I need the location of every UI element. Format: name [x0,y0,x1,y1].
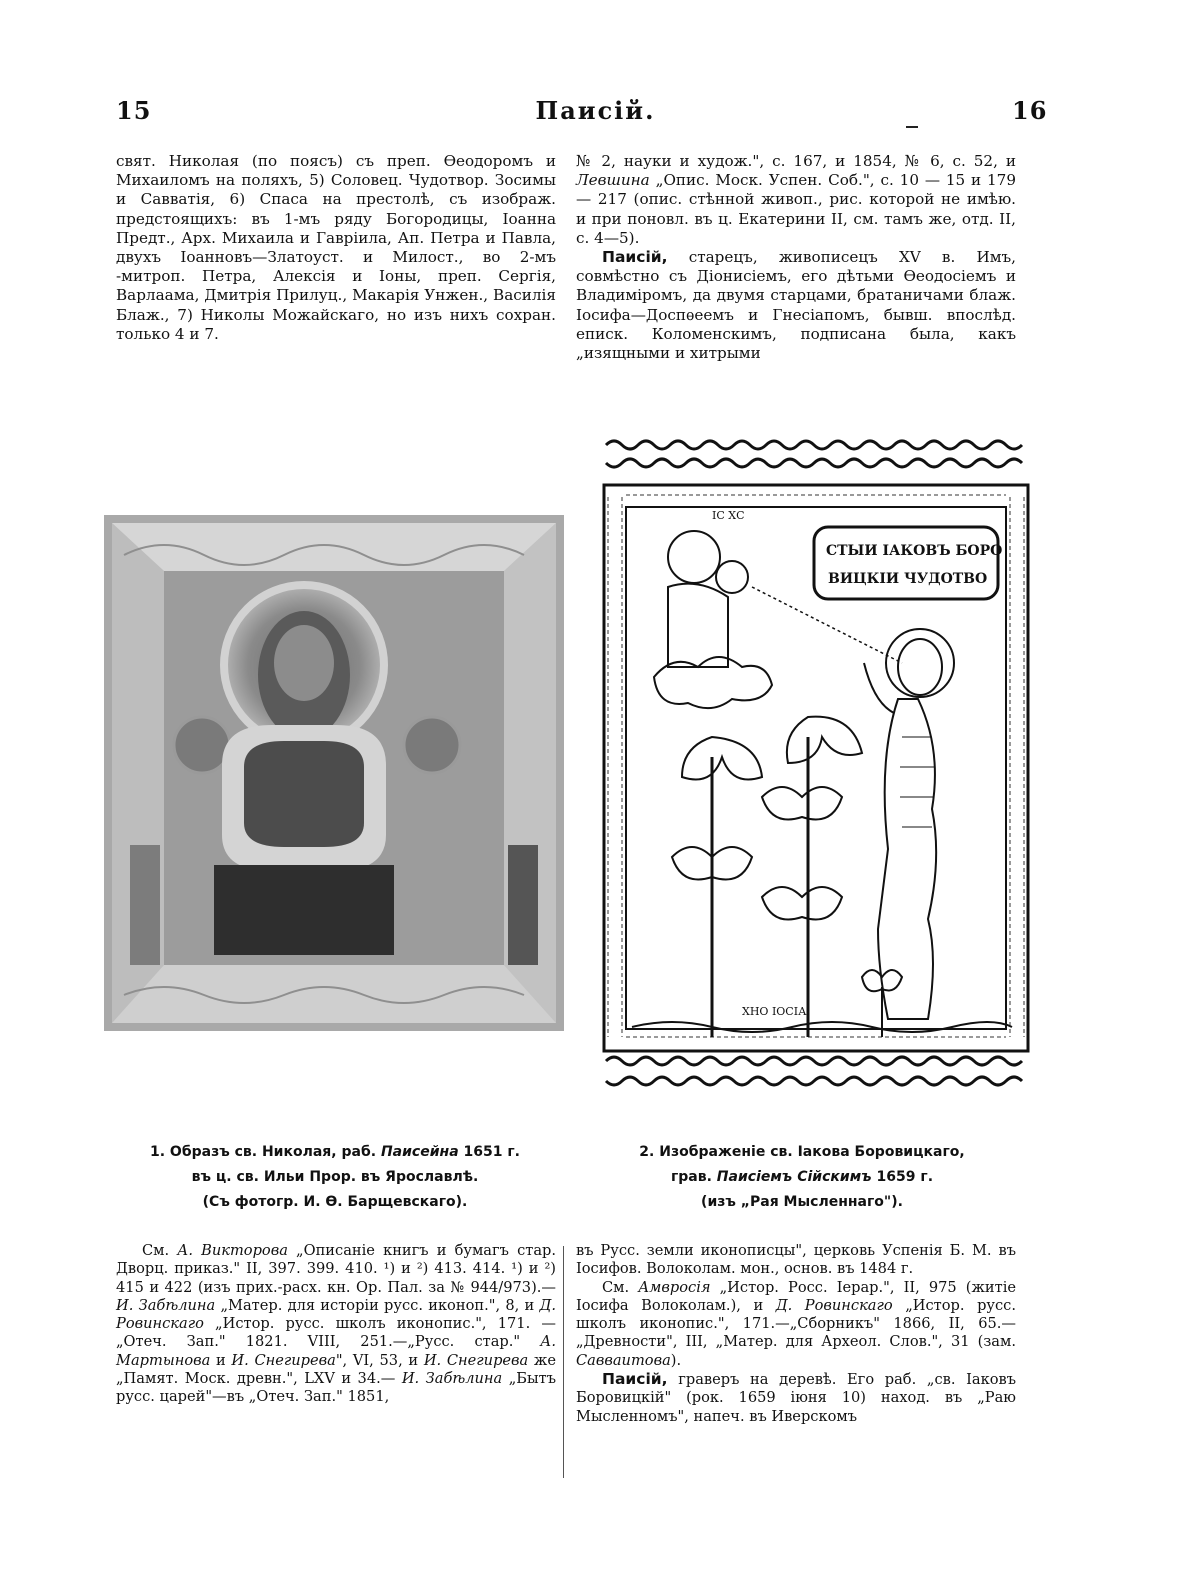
paragraph: въ Русс. земли иконописцы", церковь Успенія Б. М. въ Іосифов. Волоколам. мон., основ. въ 1484 г. [576,1242,1016,1278]
text-run: См. [142,1242,178,1259]
column-left-bottom [116,1242,556,1407]
inscription-banner-line2: ВИЦКІИ ЧУДОТВО [828,571,988,587]
author-name: Д. Ровинскаго [116,1296,556,1333]
bibliography-paragraph [116,1242,556,1407]
author-name: И. Забѣлина [116,1296,216,1314]
text-run: ). [670,1351,682,1369]
entry-headword: Паисій, [602,1370,668,1389]
inscription-ground: ХНО ІОСІА [742,1005,807,1018]
text-run: „Опис. Моск. Успен. Соб.", с. 10 — 15 и 179 — 217 (опис. стѣнной живоп., рис. которой не имѣю. и при поновл. въ ц. Екатерини II, см. тамъ же, отд. II, с. 4—5). [576,171,1016,247]
text-run: старецъ, живописецъ XV в. Имъ, совмѣстно съ Діонисіемъ, его дѣтьми Өеодосіемъ и Владиміромъ, да двумя старцами, братаничами блаж. Іосифа—Доспѳеемъ и Гнесіапомъ, бывш. впослѣд. еписк. Коломенскимъ, подписана была, какъ „изящными и хитрыми [576,248,1016,363]
figure-2-caption [578,1140,1026,1215]
author-name: И. Забѣлина [401,1370,503,1388]
author-name: Д. Ровинскаго [775,1296,893,1314]
text-run: „Истор. русс. школъ иконопис.", 171.—„Сборникъ" 1866, II, 65.—„Древности", III, „Матер. для Археол. Слов.", 31 (зам. [576,1296,1016,1351]
caption-line [578,1165,1026,1190]
text-run: грав. [670,1169,717,1185]
text-run: граверъ на деревѣ. Его раб. „св. Іаковъ Боровицкій" (рок. 1659 іюня 10) наход. въ „Раю Мысленномъ", напеч. въ Иверскомъ [576,1371,1016,1425]
text-run: и [210,1351,232,1369]
author-name: И. Снегирева [423,1351,529,1369]
text-run: 1. Образъ св. Николая, раб. [150,1144,381,1160]
text-run: См. [602,1278,639,1296]
column-right-top [576,152,1016,363]
caption-line: (Съ фотогр. И. Ө. Барщевскаго). [202,1194,468,1210]
page-number-right: 16 [1012,96,1048,125]
header-mark [906,126,918,128]
column-left-top [116,152,556,344]
icon-photograph [104,515,564,1031]
text-run: № 2, науки и худож.", с. 167, и 1854, № 6, с. 52, и [576,152,1016,170]
text-run: „Истор. Росс. Іерар.", II, 975 (житіе Іосифа Волоколам.), и [576,1278,1016,1314]
entry-headword: Паисій, [602,248,668,267]
caption-line [110,1140,560,1165]
artist-name: Паисіемъ Сійскимъ [716,1169,872,1185]
engraving-illustration [602,437,1030,1097]
author-name: Амвросія [638,1278,711,1296]
inscription-christ: ІС ХС [712,509,745,522]
author-name: Левшина [576,171,650,190]
page-number-left: 15 [116,96,152,125]
text-run: ", VI, 53, и [335,1351,424,1369]
text-run: „Бытъ русс. царей"—въ „Отеч. Зап." 1851, [116,1370,556,1406]
text-run: „Описаніе книгъ и бумагъ стар. Дворц. приказ." II, 397. 399. 410. ¹) и ²) 413. 414. ¹) и ²) 415 и 422 (изъ прих.-расх. кн. Ор. Пал. за № 944/973).— [116,1242,556,1296]
author-name: А. Мартынова [116,1333,556,1369]
caption-line: въ ц. св. Ильи Прор. въ Ярославлѣ. [191,1169,479,1185]
author-name: Савваитова [576,1351,671,1369]
author-name: А. Викторова [177,1242,288,1259]
inscription-banner-line1: СТЫИ ІАКОВЪ БОРО [826,543,1003,559]
text-run: „Истор. русс. школъ иконопис.", 171. — „Отеч. Зап." 1821. VIII, 251.—„Русс. стар." [116,1315,556,1351]
artist-name: Паисейна [380,1144,459,1160]
column-divider [563,1246,564,1478]
paragraph [576,152,1016,248]
column-right-bottom [576,1242,1016,1426]
caption-line: 2. Изображеніе св. Іакова Боровицкаго, [639,1144,965,1160]
paragraph [576,1370,1016,1426]
caption-line: (изъ „Рая Мысленнаго"). [701,1194,903,1210]
bibliography-paragraph [576,1279,1016,1370]
text-run: 1659 г. [871,1169,934,1185]
paragraph [576,248,1016,363]
figure-1-caption [110,1140,560,1215]
running-title: Паисій. [535,96,656,125]
paragraph: свят. Николая (по поясъ) съ преп. Өеодоромъ и Михаиломъ на поляхъ, 5) Соловец. Чудотвор. Зосимы и Савватія, 6) Спаса на престолѣ, съ изображ. предстоящихъ: въ 1-мъ ряду Богородицы, Іоанна Предт., Арх. Михаила и Гавріила, Ап. Петра и Павла, двухъ Іоанновъ—Златоуст. и Милост., во 2-мъ -митроп. Петра, Алексія и Іоны, преп. Сергія, Варлаама, Дмитрія Прилуц., Макарія Унжен., Василія Блаж., 7) Николы Можайскаго, но изъ нихъ сохран. только 4 и 7. [116,152,556,343]
text-run: 1651 г. [458,1144,520,1160]
text-run: „Матер. для исторіи русс. иконоп.", 8, и [215,1296,540,1314]
author-name: И. Снегирева [231,1351,336,1369]
text-run: же „Памят. Моск. древн.", LXV и 34.— [116,1351,556,1388]
